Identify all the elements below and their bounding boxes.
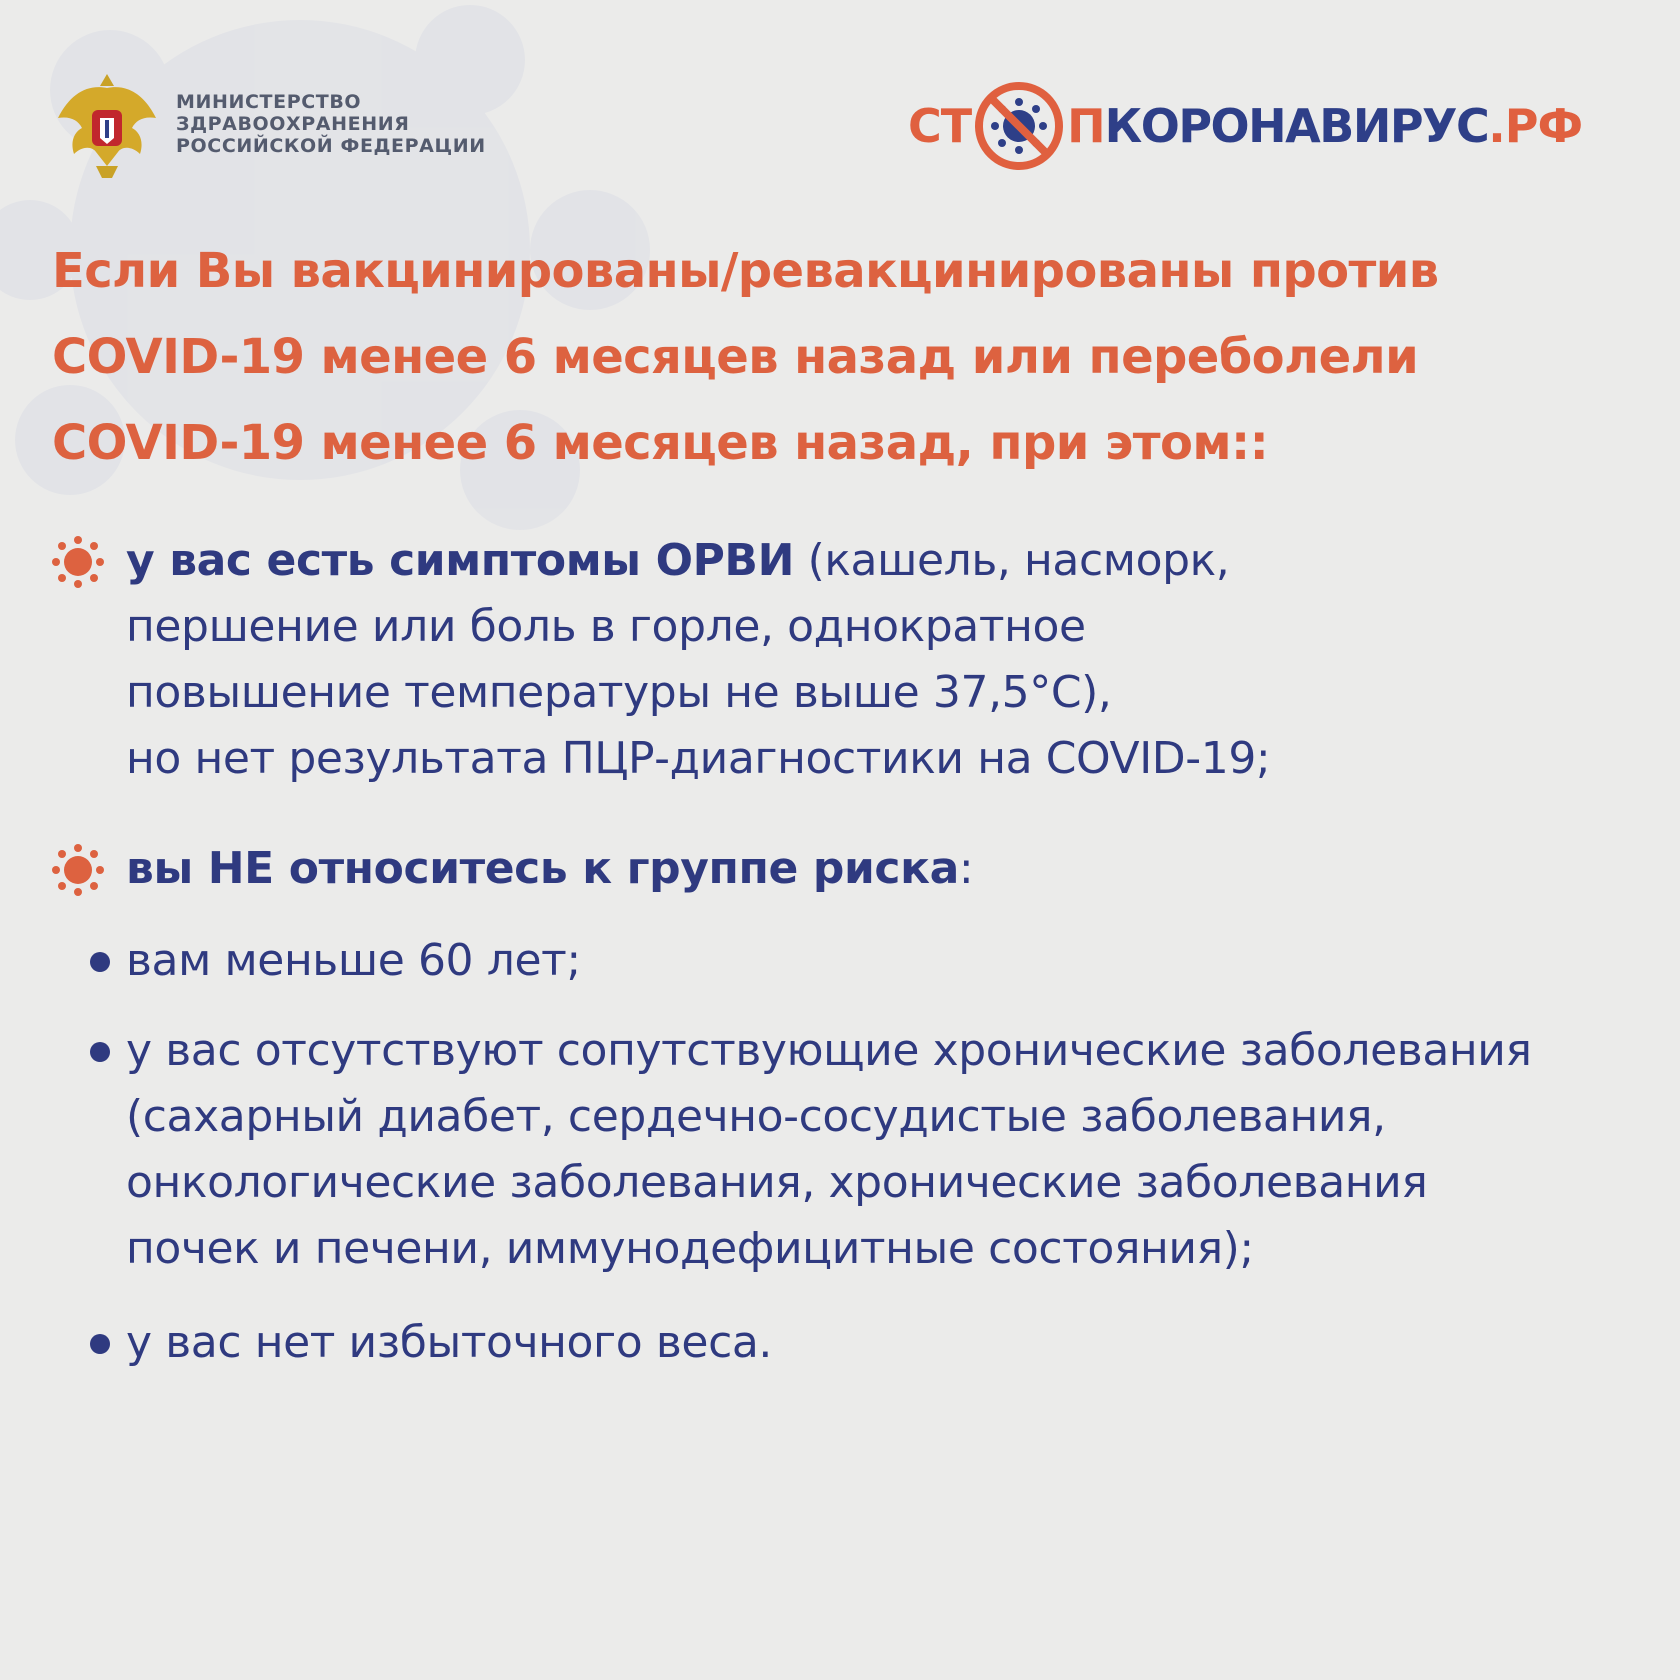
item-bold-text: вы НЕ относитесь к группе риска (126, 843, 959, 894)
item-text: (кашель, насморк, (794, 535, 1230, 586)
item-text: : (958, 843, 974, 894)
sub-item-text: онкологические заболевания, хронические заболевания (126, 1157, 1428, 1208)
item-text-line: повышение температуры не выше 37,5°С), (126, 667, 1112, 718)
brand-part-st: СТ (908, 99, 972, 153)
sub-item-text: (сахарный диабет, сердечно-сосудистые заболевания, (126, 1091, 1386, 1142)
ministry-logo (52, 66, 486, 182)
virus-bullet-icon (50, 842, 106, 898)
ministry-line: ЗДРАВООХРАНЕНИЯ (176, 113, 410, 135)
ministry-line: РОССИЙСКОЙ ФЕДЕРАЦИИ (176, 135, 486, 157)
title-line: Если Вы вакцинированы/ревакцинированы против (52, 243, 1439, 299)
title-line: COVID-19 менее 6 месяцев назад или переболели (52, 329, 1419, 385)
stop-virus-icon (973, 80, 1065, 172)
stopcoronavirus-logo (908, 80, 1582, 172)
ministry-line: МИНИСТЕРСТВО (176, 91, 362, 113)
item-bold-text: у вас есть симптомы ОРВИ (126, 535, 794, 586)
sub-item-text: почек и печени, иммунодефицитные состояния); (126, 1223, 1254, 1274)
dot-bullet-icon (90, 952, 110, 972)
sub-item-text: вам меньше 60 лет; (126, 935, 581, 986)
brand-part-rf: .РФ (1488, 99, 1583, 153)
virus-bullet-icon (50, 534, 106, 590)
sub-item-text: у вас отсутствуют сопутствующие хронические заболевания (126, 1025, 1532, 1076)
item-text-line: но нет результата ПЦР-диагностики на COVID-19; (126, 733, 1271, 784)
item-text-line: першение или боль в горле, однократное (126, 601, 1086, 652)
dot-bullet-icon (90, 1334, 110, 1354)
brand-part-p: П (1067, 99, 1105, 153)
brand-part-main: КОРОНАВИРУС (1104, 99, 1489, 153)
sub-item-text: у вас нет избыточного веса. (126, 1317, 773, 1368)
russian-emblem-icon (52, 66, 162, 182)
dot-bullet-icon (90, 1042, 110, 1062)
page-title (52, 228, 1612, 486)
title-line: COVID-19 менее 6 месяцев назад, при этом:: (52, 415, 1269, 471)
